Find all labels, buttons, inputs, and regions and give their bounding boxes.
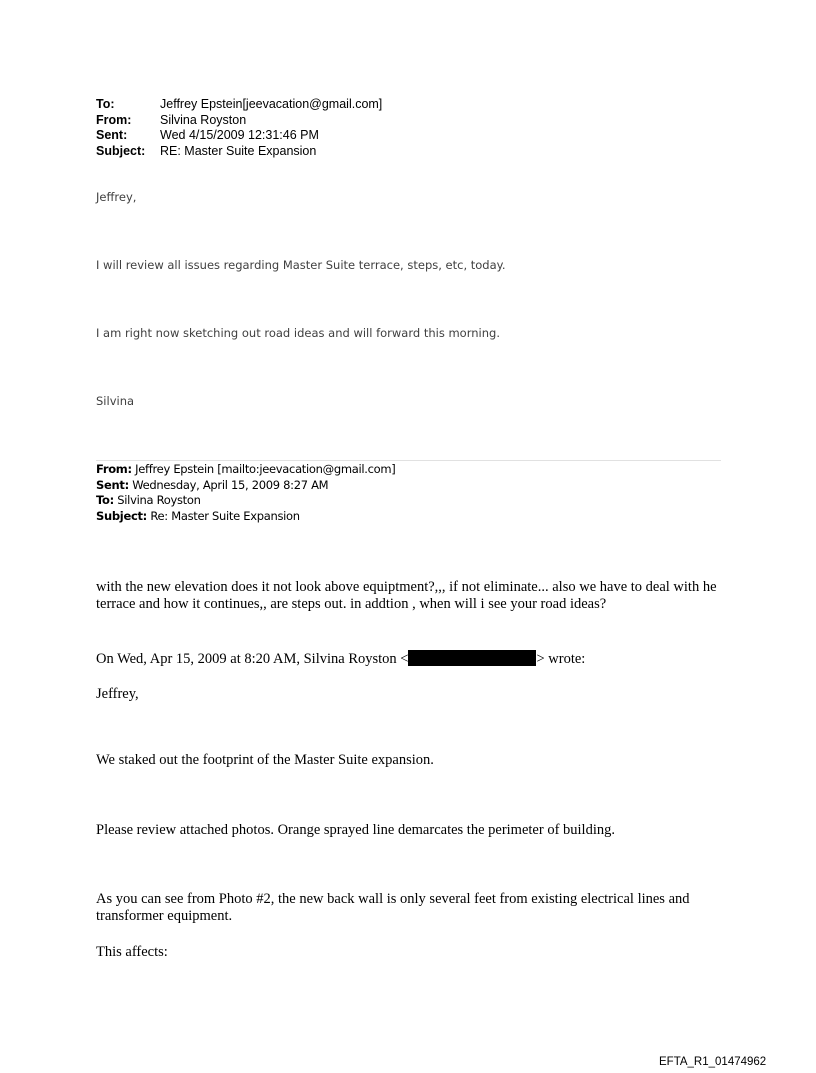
quoted-paragraph-3: Please review attached photos. Orange sprayed line demarcates the perimeter of building. [96,822,615,838]
from-label: From: [96,112,132,127]
reply-greeting: Jeffrey, [96,190,137,204]
quoted-to-row [96,493,395,509]
subject-value: RE: Master Suite Expansion [160,143,317,158]
quoted-sent-value: Wednesday, April 15, 2009 8:27 AM [132,477,329,492]
quoted-from-row [96,462,395,478]
header-sent-row [96,128,382,144]
reply-signature: Silvina [96,394,135,408]
quoted-to-value: Silvina Royston [117,493,201,507]
redaction-block [408,650,536,666]
quoted-separator [96,460,721,461]
quoted-paragraph-1: with the new elevation does it not look above equiptment?,,, if not eliminate... also we have to deal with he terrace and how it continues,, are steps out. in addtion , when will i see your road ideas? [96,579,717,612]
from-value: Silvina Royston [160,112,247,127]
document-id: EFTA_R1_01474962 [659,1056,767,1068]
quoted-subject-value: Re: Master Suite Expansion [150,508,300,523]
header-to-row [96,97,382,113]
quoted-sent-row [96,478,395,494]
reply-line-2: I am right now sketching out road ideas and will forward this morning. [96,326,500,340]
quoted-paragraph-5: This affects: [96,944,168,960]
to-value: Jeffrey Epstein[jeevacation@gmail.com] [160,97,383,111]
reply-line-1: I will review all issues regarding Master Suite terrace, steps, etc, today. [96,258,506,272]
header-subject-row [96,144,382,160]
quoted-paragraph-4: As you can see from Photo #2, the new back wall is only several feet from existing electrical lines and transformer equipment. [96,891,690,924]
quoted-from-value: Jeffrey Epstein [mailto:jeevacation@gmail.com] [135,462,396,476]
quoted-from-label: From: [96,462,132,476]
quoted-paragraph-2: We staked out the footprint of the Master Suite expansion. [96,752,434,768]
quoted-to-label: To: [96,493,114,507]
quoted-subject-row [96,509,395,525]
email-header [96,97,382,159]
quoted-subject-label: Subject: [96,508,147,523]
quoted-attribution [96,650,736,668]
subject-label: Subject: [96,143,146,158]
sent-label: Sent: [96,128,128,142]
attribution-suffix: > wrote: [536,651,586,667]
to-label: To: [96,97,115,111]
quoted-greeting: Jeffrey, [96,686,139,702]
quoted-header [96,462,395,524]
header-from-row [96,113,382,129]
quoted-sent-label: Sent: [96,477,129,492]
attribution-prefix: On Wed, Apr 15, 2009 at 8:20 AM, Silvina Royston < [96,651,409,667]
sent-value: Wed 4/15/2009 12:31:46 PM [160,128,319,142]
